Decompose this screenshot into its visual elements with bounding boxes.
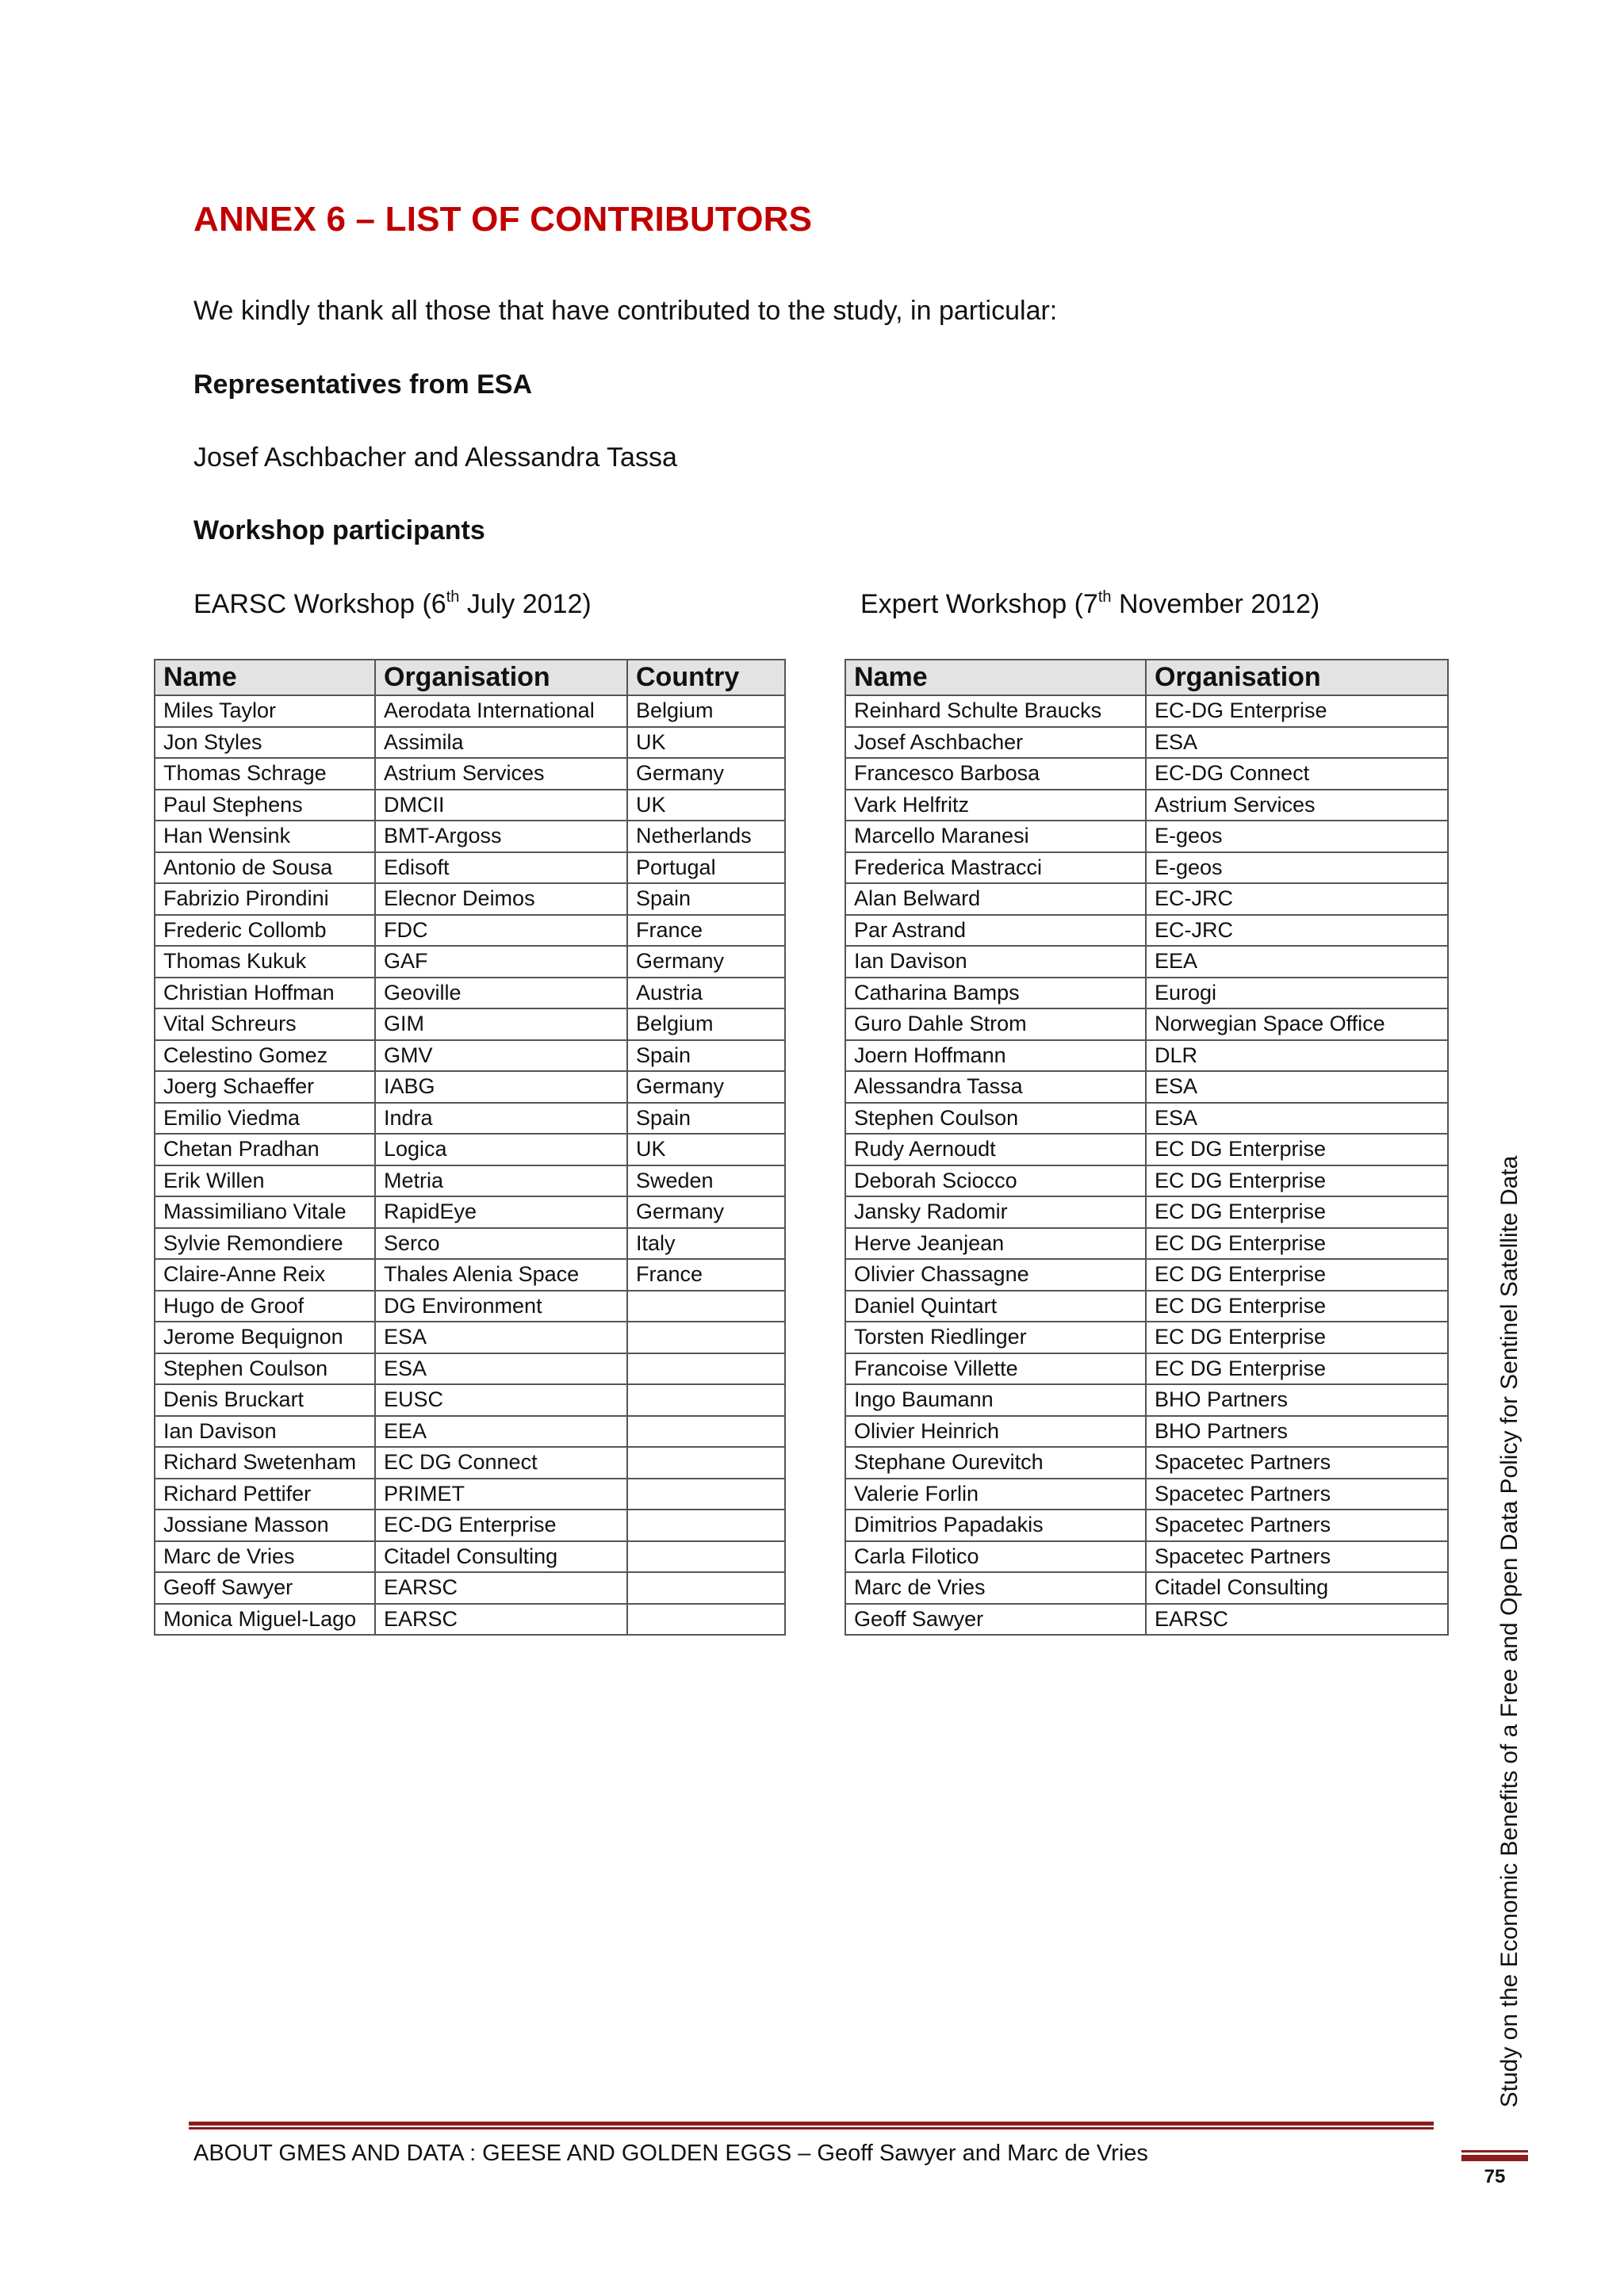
table-row xyxy=(845,1541,1448,1573)
earsc-title-sup: th xyxy=(446,588,460,606)
table-cell: Astrium Services xyxy=(1146,790,1448,821)
table-cell: Miles Taylor xyxy=(155,695,375,727)
table-cell: E-geos xyxy=(1146,821,1448,852)
page-title: ANNEX 6 – LIST OF CONTRIBUTORS xyxy=(193,200,813,239)
table-cell: BMT-Argoss xyxy=(375,821,627,852)
table-cell: Herve Jeanjean xyxy=(845,1228,1146,1260)
table-cell: Daniel Quintart xyxy=(845,1291,1146,1322)
table-cell: Catharina Bamps xyxy=(845,978,1146,1009)
table-row xyxy=(845,1134,1448,1165)
table-cell: EC DG Enterprise xyxy=(1146,1291,1448,1322)
table-cell: IABG xyxy=(375,1071,627,1103)
table-cell: Geoville xyxy=(375,978,627,1009)
table-cell: Thales Alenia Space xyxy=(375,1259,627,1291)
table-row xyxy=(845,1228,1448,1260)
table-cell: Eurogi xyxy=(1146,978,1448,1009)
table-cell: EEA xyxy=(1146,946,1448,978)
table-cell: Antonio de Sousa xyxy=(155,852,375,884)
table-cell xyxy=(627,1322,785,1353)
expert-title-text-end: November 2012) xyxy=(1111,589,1320,619)
table-cell: GAF xyxy=(375,946,627,978)
table-cell: Norwegian Space Office xyxy=(1146,1008,1448,1040)
table-cell: Ian Davison xyxy=(845,946,1146,978)
table-cell: Stephen Coulson xyxy=(155,1353,375,1385)
table-cell: FDC xyxy=(375,915,627,947)
table-cell: UK xyxy=(627,1134,785,1165)
table-cell xyxy=(627,1353,785,1385)
table-row xyxy=(845,1071,1448,1103)
table-cell: Edisoft xyxy=(375,852,627,884)
table-cell: Dimitrios Papadakis xyxy=(845,1510,1146,1541)
footer-text: ABOUT GMES AND DATA : GEESE AND GOLDEN EGGS – Geoff Sawyer and Marc de Vries xyxy=(193,2141,1148,2166)
table-row xyxy=(155,1259,785,1291)
table-cell: EC DG Connect xyxy=(375,1447,627,1479)
table-cell: Reinhard Schulte Braucks xyxy=(845,695,1146,727)
table-cell: Christian Hoffman xyxy=(155,978,375,1009)
table-cell: Claire-Anne Reix xyxy=(155,1259,375,1291)
table-cell: Marcello Maranesi xyxy=(845,821,1146,852)
table-cell: UK xyxy=(627,727,785,759)
table-cell: EC-DG Connect xyxy=(1146,758,1448,790)
table-cell: Frederica Mastracci xyxy=(845,852,1146,884)
table-row xyxy=(155,883,785,915)
table-cell: Thomas Kukuk xyxy=(155,946,375,978)
table-row xyxy=(845,1353,1448,1385)
esa-names: Josef Aschbacher and Alessandra Tassa xyxy=(193,442,677,473)
expert-workshop-title xyxy=(860,585,1320,623)
table-cell: Francoise Villette xyxy=(845,1353,1146,1385)
table-row xyxy=(845,727,1448,759)
column-header: Organisation xyxy=(1146,660,1448,695)
table-row xyxy=(845,1604,1448,1636)
table-cell: EC DG Enterprise xyxy=(1146,1196,1448,1228)
table-row xyxy=(845,1322,1448,1353)
table-row xyxy=(155,1228,785,1260)
table-row xyxy=(155,915,785,947)
table-row xyxy=(845,1040,1448,1072)
table-cell: EC DG Enterprise xyxy=(1146,1228,1448,1260)
table-cell xyxy=(627,1291,785,1322)
page-number: 75 xyxy=(1484,2166,1506,2187)
table-row xyxy=(845,1416,1448,1448)
table-cell xyxy=(627,1384,785,1416)
table-cell: Jerome Bequignon xyxy=(155,1322,375,1353)
table-cell: ESA xyxy=(1146,1103,1448,1135)
workshop-heading: Workshop participants xyxy=(193,515,485,545)
table-cell: Jon Styles xyxy=(155,727,375,759)
table-cell: Denis Bruckart xyxy=(155,1384,375,1416)
table-cell: Geoff Sawyer xyxy=(845,1604,1146,1636)
table-cell: Portugal xyxy=(627,852,785,884)
table-cell: Metria xyxy=(375,1165,627,1197)
table-row xyxy=(155,946,785,978)
table-cell: EC DG Enterprise xyxy=(1146,1353,1448,1385)
table-row xyxy=(155,1291,785,1322)
table-row xyxy=(155,821,785,852)
table-cell: Spain xyxy=(627,883,785,915)
table-cell: Fabrizio Pirondini xyxy=(155,883,375,915)
table-cell: Logica xyxy=(375,1134,627,1165)
table-cell: Valerie Forlin xyxy=(845,1479,1146,1510)
table-cell: ESA xyxy=(375,1322,627,1353)
esa-heading: Representatives from ESA xyxy=(193,369,533,400)
table-cell: Celestino Gomez xyxy=(155,1040,375,1072)
table-cell: Stephane Ourevitch xyxy=(845,1447,1146,1479)
table-row xyxy=(155,1134,785,1165)
table-cell: Par Astrand xyxy=(845,915,1146,947)
table-cell: Alessandra Tassa xyxy=(845,1071,1146,1103)
intro-text: We kindly thank all those that have contributed to the study, in particular: xyxy=(193,296,1058,326)
column-header: Name xyxy=(155,660,375,695)
table-cell: Joern Hoffmann xyxy=(845,1040,1146,1072)
table-cell: Erik Willen xyxy=(155,1165,375,1197)
table-cell: EARSC xyxy=(375,1604,627,1636)
table-cell: Hugo de Groof xyxy=(155,1291,375,1322)
table-cell: Han Wensink xyxy=(155,821,375,852)
table-cell: Richard Pettifer xyxy=(155,1479,375,1510)
table-cell xyxy=(627,1416,785,1448)
table-cell: EARSC xyxy=(375,1572,627,1604)
table-cell: BHO Partners xyxy=(1146,1416,1448,1448)
table-cell: Massimiliano Vitale xyxy=(155,1196,375,1228)
earsc-participants-table xyxy=(154,659,786,1636)
table-cell: Citadel Consulting xyxy=(1146,1572,1448,1604)
table-cell: EC DG Enterprise xyxy=(1146,1134,1448,1165)
table-row xyxy=(845,1572,1448,1604)
table-cell: RapidEye xyxy=(375,1196,627,1228)
table-cell: Germany xyxy=(627,946,785,978)
table-row xyxy=(845,1165,1448,1197)
table-cell: EC-DG Enterprise xyxy=(1146,695,1448,727)
table-row xyxy=(845,695,1448,727)
table-cell: ESA xyxy=(1146,727,1448,759)
table-cell: UK xyxy=(627,790,785,821)
earsc-title-text: EARSC Workshop (6 xyxy=(193,589,446,619)
table-cell: Ian Davison xyxy=(155,1416,375,1448)
table-row xyxy=(845,1479,1448,1510)
table-cell: France xyxy=(627,915,785,947)
table-row xyxy=(155,790,785,821)
table-cell: Spacetec Partners xyxy=(1146,1479,1448,1510)
table-row xyxy=(845,1291,1448,1322)
table-cell: EC-JRC xyxy=(1146,915,1448,947)
table-cell xyxy=(627,1479,785,1510)
table-row xyxy=(155,1447,785,1479)
table-row xyxy=(155,758,785,790)
table-cell: EC DG Enterprise xyxy=(1146,1259,1448,1291)
table-cell: Spain xyxy=(627,1103,785,1135)
table-cell: Paul Stephens xyxy=(155,790,375,821)
table-cell: Astrium Services xyxy=(375,758,627,790)
table-cell: EC-JRC xyxy=(1146,883,1448,915)
table-row xyxy=(155,1541,785,1573)
table-cell: Sweden xyxy=(627,1165,785,1197)
table-cell: Germany xyxy=(627,758,785,790)
table-cell: Jansky Radomir xyxy=(845,1196,1146,1228)
table-cell: BHO Partners xyxy=(1146,1384,1448,1416)
table-row xyxy=(845,978,1448,1009)
table-cell: Spacetec Partners xyxy=(1146,1510,1448,1541)
expert-title-text: Expert Workshop (7 xyxy=(860,589,1098,619)
table-cell: E-geos xyxy=(1146,852,1448,884)
table-row xyxy=(155,1353,785,1385)
table-cell: Deborah Sciocco xyxy=(845,1165,1146,1197)
table-cell: Sylvie Remondiere xyxy=(155,1228,375,1260)
table-row xyxy=(155,1604,785,1636)
table-cell: Chetan Pradhan xyxy=(155,1134,375,1165)
table-cell: ESA xyxy=(1146,1071,1448,1103)
table-cell: EC-DG Enterprise xyxy=(375,1510,627,1541)
column-header: Organisation xyxy=(375,660,627,695)
table-cell: Indra xyxy=(375,1103,627,1135)
table-cell: Alan Belward xyxy=(845,883,1146,915)
table-cell: Rudy Aernoudt xyxy=(845,1134,1146,1165)
table-cell: Vark Helfritz xyxy=(845,790,1146,821)
table-cell: Germany xyxy=(627,1071,785,1103)
table-cell xyxy=(627,1541,785,1573)
table-cell: Serco xyxy=(375,1228,627,1260)
table-row xyxy=(845,1196,1448,1228)
table-cell: EC DG Enterprise xyxy=(1146,1322,1448,1353)
table-cell: Spacetec Partners xyxy=(1146,1541,1448,1573)
table-row xyxy=(845,790,1448,821)
table-cell: Geoff Sawyer xyxy=(155,1572,375,1604)
side-running-title: Study on the Economic Benefits of a Free and Open Data Policy for Sentinel Satellite Data xyxy=(1496,1155,1522,2108)
table-cell: Marc de Vries xyxy=(845,1572,1146,1604)
table-row xyxy=(845,883,1448,915)
table-cell: Joerg Schaeffer xyxy=(155,1071,375,1103)
table-row xyxy=(845,758,1448,790)
table-cell: EC DG Enterprise xyxy=(1146,1165,1448,1197)
table-cell: Marc de Vries xyxy=(155,1541,375,1573)
page-number-mark xyxy=(1461,2150,1528,2161)
table-cell: Olivier Chassagne xyxy=(845,1259,1146,1291)
column-header: Name xyxy=(845,660,1146,695)
column-header: Country xyxy=(627,660,785,695)
table-cell: Thomas Schrage xyxy=(155,758,375,790)
table-row xyxy=(155,1384,785,1416)
table-cell: DG Environment xyxy=(375,1291,627,1322)
table-row xyxy=(155,978,785,1009)
table-row xyxy=(155,1008,785,1040)
table-cell: DMCII xyxy=(375,790,627,821)
table-row xyxy=(845,1259,1448,1291)
table-cell: Richard Swetenham xyxy=(155,1447,375,1479)
table-row xyxy=(845,821,1448,852)
table-row xyxy=(155,1103,785,1135)
table-cell: Assimila xyxy=(375,727,627,759)
table-row xyxy=(845,1103,1448,1135)
table-cell: Ingo Baumann xyxy=(845,1384,1146,1416)
table-row xyxy=(155,1165,785,1197)
table-row xyxy=(845,852,1448,884)
table-cell: Jossiane Masson xyxy=(155,1510,375,1541)
table-cell: Emilio Viedma xyxy=(155,1103,375,1135)
table-row xyxy=(155,1479,785,1510)
expert-title-sup: th xyxy=(1097,588,1112,606)
table-row xyxy=(155,727,785,759)
table-cell: GMV xyxy=(375,1040,627,1072)
table-row xyxy=(155,1040,785,1072)
table-cell: Elecnor Deimos xyxy=(375,883,627,915)
table-cell xyxy=(627,1604,785,1636)
table-row xyxy=(155,1572,785,1604)
table-cell: Olivier Heinrich xyxy=(845,1416,1146,1448)
table-row xyxy=(845,1384,1448,1416)
table-row xyxy=(845,1447,1448,1479)
table-cell xyxy=(627,1510,785,1541)
table-cell: PRIMET xyxy=(375,1479,627,1510)
table-cell: Torsten Riedlinger xyxy=(845,1322,1146,1353)
earsc-workshop-title xyxy=(193,585,592,623)
earsc-title-text-end: July 2012) xyxy=(459,589,592,619)
table-cell: Guro Dahle Strom xyxy=(845,1008,1146,1040)
table-row xyxy=(155,852,785,884)
table-cell: Citadel Consulting xyxy=(375,1541,627,1573)
table-cell: Belgium xyxy=(627,695,785,727)
table-cell: Spacetec Partners xyxy=(1146,1447,1448,1479)
table-row xyxy=(155,1196,785,1228)
table-header-row xyxy=(155,660,785,695)
table-row xyxy=(845,946,1448,978)
table-cell: GIM xyxy=(375,1008,627,1040)
table-cell: Vital Schreurs xyxy=(155,1008,375,1040)
table-cell: Netherlands xyxy=(627,821,785,852)
table-cell: Belgium xyxy=(627,1008,785,1040)
table-cell: Spain xyxy=(627,1040,785,1072)
table-cell: Monica Miguel-Lago xyxy=(155,1604,375,1636)
table-cell: Francesco Barbosa xyxy=(845,758,1146,790)
table-row xyxy=(155,695,785,727)
table-row xyxy=(155,1510,785,1541)
table-cell: EUSC xyxy=(375,1384,627,1416)
table-cell: Carla Filotico xyxy=(845,1541,1146,1573)
table-row xyxy=(845,1510,1448,1541)
table-cell: DLR xyxy=(1146,1040,1448,1072)
table-cell: Stephen Coulson xyxy=(845,1103,1146,1135)
table-row xyxy=(155,1071,785,1103)
footer-rule xyxy=(189,2122,1434,2130)
table-row xyxy=(845,1008,1448,1040)
table-cell: ESA xyxy=(375,1353,627,1385)
table-row xyxy=(845,915,1448,947)
table-cell xyxy=(627,1447,785,1479)
table-cell: Austria xyxy=(627,978,785,1009)
table-cell: Italy xyxy=(627,1228,785,1260)
table-cell: Germany xyxy=(627,1196,785,1228)
table-cell: Josef Aschbacher xyxy=(845,727,1146,759)
table-row xyxy=(155,1416,785,1448)
table-cell xyxy=(627,1572,785,1604)
table-cell: Aerodata International xyxy=(375,695,627,727)
expert-participants-table xyxy=(845,659,1449,1636)
table-cell: EARSC xyxy=(1146,1604,1448,1636)
table-cell: France xyxy=(627,1259,785,1291)
table-cell: EEA xyxy=(375,1416,627,1448)
table-cell: Frederic Collomb xyxy=(155,915,375,947)
table-header-row xyxy=(845,660,1448,695)
table-row xyxy=(155,1322,785,1353)
